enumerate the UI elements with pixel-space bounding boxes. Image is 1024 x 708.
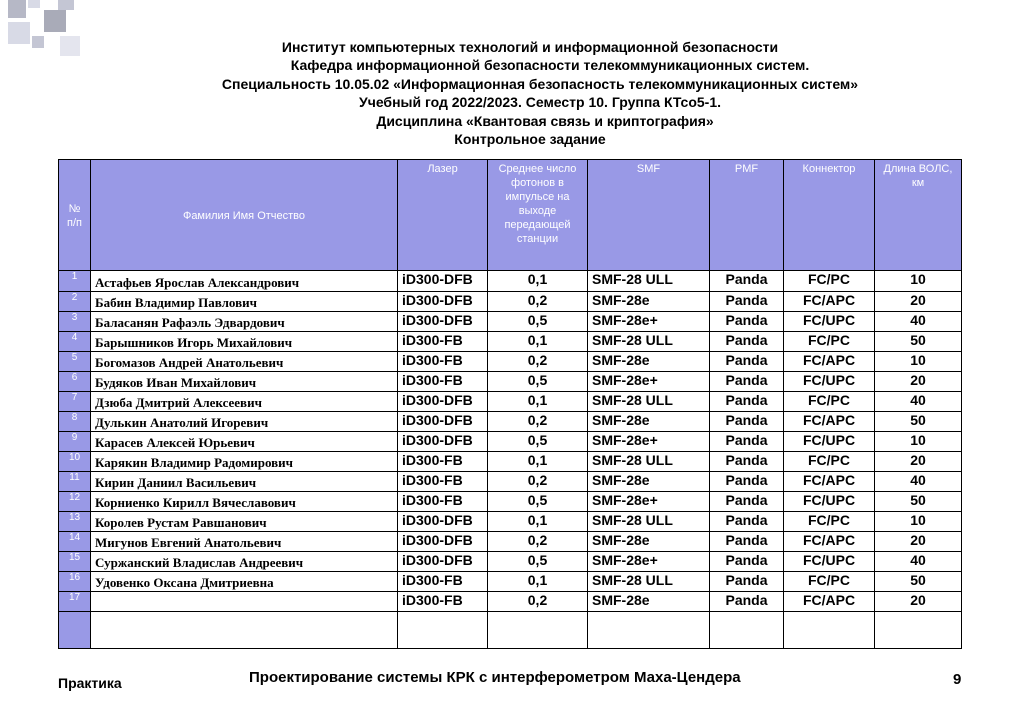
table-row (59, 552, 962, 572)
cell-smf: SMF-28e+ (588, 372, 710, 392)
cell-length: 50 (875, 572, 962, 592)
cell-num: 8 (59, 412, 91, 432)
cell-length: 20 (875, 372, 962, 392)
document-header (150, 38, 910, 148)
cell-name: Дзюба Дмитрий Алексеевич (91, 392, 398, 412)
cell-connector: FC/UPC (784, 372, 875, 392)
cell-smf: SMF-28 ULL (588, 271, 710, 292)
cell-connector: FC/UPC (784, 432, 875, 452)
cell-smf (588, 612, 710, 649)
cell-length: 10 (875, 512, 962, 532)
cell-pmf: Panda (710, 332, 784, 352)
cell-pmf: Panda (710, 432, 784, 452)
col-header-pmf: PMF (710, 160, 784, 271)
cell-laser: iD300-FB (398, 492, 488, 512)
cell-photons: 0,1 (488, 332, 588, 352)
table-row (59, 352, 962, 372)
cell-pmf: Panda (710, 472, 784, 492)
cell-length: 40 (875, 392, 962, 412)
cell-laser: iD300-FB (398, 452, 488, 472)
cell-num: 16 (59, 572, 91, 592)
cell-length: 20 (875, 292, 962, 312)
table-row (59, 532, 962, 552)
cell-name: Мигунов Евгений Анатольевич (91, 532, 398, 552)
cell-connector: FC/PC (784, 332, 875, 352)
cell-num: 7 (59, 392, 91, 412)
cell-laser: iD300-DFB (398, 532, 488, 552)
cell-pmf: Panda (710, 572, 784, 592)
cell-photons: 0,5 (488, 372, 588, 392)
cell-photons: 0,1 (488, 452, 588, 472)
cell-connector: FC/APC (784, 532, 875, 552)
cell-pmf (710, 612, 784, 649)
cell-connector: FC/PC (784, 452, 875, 472)
cell-connector: FC/UPC (784, 552, 875, 572)
table-row-empty (59, 612, 962, 649)
cell-length (875, 612, 962, 649)
cell-connector: FC/PC (784, 392, 875, 412)
cell-num: 11 (59, 472, 91, 492)
cell-connector: FC/PC (784, 512, 875, 532)
cell-name: Суржанский Владислав Андреевич (91, 552, 398, 572)
cell-laser: iD300-DFB (398, 271, 488, 292)
cell-pmf: Panda (710, 512, 784, 532)
cell-laser (398, 612, 488, 649)
cell-photons: 0,2 (488, 352, 588, 372)
cell-name (91, 592, 398, 612)
footer-slide-title: Проектирование системы КРК с интерферометром Маха-Цендера (249, 669, 741, 686)
cell-pmf: Panda (710, 412, 784, 432)
col-header-photons: Среднее число фотонов в импульсе на выходе передающей станции (488, 160, 588, 271)
cell-connector: FC/PC (784, 572, 875, 592)
cell-num: 3 (59, 312, 91, 332)
cell-length: 20 (875, 452, 962, 472)
cell-smf: SMF-28 ULL (588, 572, 710, 592)
cell-smf: SMF-28e (588, 292, 710, 312)
cell-num: 9 (59, 432, 91, 452)
cell-photons: 0,2 (488, 592, 588, 612)
cell-length: 10 (875, 432, 962, 452)
cell-laser: iD300-DFB (398, 312, 488, 332)
cell-connector: FC/UPC (784, 492, 875, 512)
cell-smf: SMF-28 ULL (588, 452, 710, 472)
cell-pmf: Panda (710, 532, 784, 552)
cell-laser: iD300-DFB (398, 292, 488, 312)
cell-laser: iD300-DFB (398, 392, 488, 412)
header-specialty: Специальность 10.05.02 «Информационная безопасность телекоммуникационных систем» (221, 75, 859, 92)
cell-name: Корниенко Кирилл Вячеславович (91, 492, 398, 512)
cell-connector: FC/APC (784, 592, 875, 612)
page-number: 9 (953, 671, 962, 688)
cell-pmf: Panda (710, 492, 784, 512)
cell-name: Кирин Даниил Васильевич (91, 472, 398, 492)
table-row (59, 372, 962, 392)
cell-num: 1 (59, 271, 91, 292)
cell-connector: FC/APC (784, 412, 875, 432)
cell-num: 4 (59, 332, 91, 352)
header-department: Кафедра информационной безопасности телекоммуникационных систем. (290, 57, 810, 74)
cell-name: Бабин Владимир Павлович (91, 292, 398, 312)
table-row (59, 472, 962, 492)
cell-photons: 0,2 (488, 412, 588, 432)
cell-name: Богомазов Андрей Анатольевич (91, 352, 398, 372)
cell-laser: iD300-FB (398, 372, 488, 392)
cell-laser: iD300-DFB (398, 412, 488, 432)
cell-photons: 0,1 (488, 512, 588, 532)
cell-pmf: Panda (710, 452, 784, 472)
cell-length: 50 (875, 332, 962, 352)
cell-photons: 0,5 (488, 492, 588, 512)
col-header-smf: SMF (588, 160, 710, 271)
cell-pmf: Panda (710, 352, 784, 372)
cell-smf: SMF-28e (588, 532, 710, 552)
header-academic-year: Учебный год 2022/2023. Семестр 10. Группа КТсо5-1. (358, 94, 722, 111)
cell-name: Будяков Иван Михайлович (91, 372, 398, 392)
table-row (59, 452, 962, 472)
cell-length: 50 (875, 492, 962, 512)
cell-num: 17 (59, 592, 91, 612)
cell-pmf: Panda (710, 392, 784, 412)
cell-length: 40 (875, 552, 962, 572)
table-row (59, 512, 962, 532)
table-row (59, 392, 962, 412)
corner-decoration (0, 0, 80, 60)
cell-pmf: Panda (710, 312, 784, 332)
cell-smf: SMF-28 ULL (588, 512, 710, 532)
cell-connector: FC/PC (784, 271, 875, 292)
table-row (59, 312, 962, 332)
cell-connector: FC/APC (784, 292, 875, 312)
cell-smf: SMF-28e (588, 592, 710, 612)
cell-laser: iD300-DFB (398, 512, 488, 532)
cell-num: 5 (59, 352, 91, 372)
col-header-num: № п/п (59, 160, 91, 271)
cell-photons: 0,5 (488, 432, 588, 452)
cell-name: Королев Рустам Равшанович (91, 512, 398, 532)
cell-smf: SMF-28e+ (588, 552, 710, 572)
cell-name: Баласанян Рафаэль Эдвардович (91, 312, 398, 332)
cell-connector: FC/APC (784, 472, 875, 492)
cell-smf: SMF-28e (588, 352, 710, 372)
cell-smf: SMF-28 ULL (588, 332, 710, 352)
cell-name: Карасев Алексей Юрьевич (91, 432, 398, 452)
cell-smf: SMF-28e (588, 412, 710, 432)
cell-photons: 0,2 (488, 532, 588, 552)
col-header-laser: Лазер (398, 160, 488, 271)
cell-name: Карякин Владимир Радомирович (91, 452, 398, 472)
cell-pmf: Panda (710, 271, 784, 292)
cell-laser: iD300-DFB (398, 552, 488, 572)
cell-name: Удовенко Оксана Дмитриевна (91, 572, 398, 592)
table-row (59, 412, 962, 432)
cell-pmf: Panda (710, 552, 784, 572)
cell-laser: iD300-FB (398, 572, 488, 592)
table-row (59, 492, 962, 512)
table-row (59, 572, 962, 592)
table-row (59, 592, 962, 612)
cell-smf: SMF-28e+ (588, 492, 710, 512)
cell-connector: FC/APC (784, 352, 875, 372)
table-row (59, 292, 962, 312)
footer-section-label: Практика (58, 675, 122, 691)
col-header-connector: Коннектор (784, 160, 875, 271)
cell-laser: iD300-DFB (398, 432, 488, 452)
cell-photons (488, 612, 588, 649)
cell-laser: iD300-FB (398, 472, 488, 492)
cell-length: 20 (875, 532, 962, 552)
cell-name: Астафьев Ярослав Александрович (91, 271, 398, 292)
cell-num: 12 (59, 492, 91, 512)
cell-photons: 0,1 (488, 271, 588, 292)
cell-num: 15 (59, 552, 91, 572)
col-header-length: Длина ВОЛС, км (875, 160, 962, 271)
cell-smf: SMF-28e+ (588, 312, 710, 332)
table-header-row (59, 160, 962, 271)
cell-pmf: Panda (710, 372, 784, 392)
cell-name (91, 612, 398, 649)
cell-photons: 0,2 (488, 472, 588, 492)
cell-name: Дулькин Анатолий Игоревич (91, 412, 398, 432)
cell-photons: 0,1 (488, 392, 588, 412)
cell-photons: 0,5 (488, 312, 588, 332)
header-institute: Институт компьютерных технологий и информационной безопасности (281, 39, 779, 55)
header-task-title: Контрольное задание (454, 131, 606, 148)
cell-photons: 0,2 (488, 292, 588, 312)
cell-length: 20 (875, 592, 962, 612)
cell-length: 40 (875, 312, 962, 332)
cell-connector (784, 612, 875, 649)
col-header-name: Фамилия Имя Отчество (91, 160, 398, 271)
cell-photons: 0,5 (488, 552, 588, 572)
table-row (59, 432, 962, 452)
cell-length: 50 (875, 412, 962, 432)
table-row (59, 271, 962, 292)
cell-num: 6 (59, 372, 91, 392)
cell-photons: 0,1 (488, 572, 588, 592)
cell-length: 40 (875, 472, 962, 492)
cell-smf: SMF-28 ULL (588, 392, 710, 412)
assignment-table (58, 159, 962, 649)
cell-length: 10 (875, 271, 962, 292)
cell-smf: SMF-28e+ (588, 432, 710, 452)
cell-name: Барышников Игорь Михайлович (91, 332, 398, 352)
cell-connector: FC/UPC (784, 312, 875, 332)
table-row (59, 332, 962, 352)
cell-pmf: Panda (710, 292, 784, 312)
cell-laser: iD300-FB (398, 332, 488, 352)
cell-num: 2 (59, 292, 91, 312)
cell-smf: SMF-28e (588, 472, 710, 492)
cell-laser: iD300-FB (398, 352, 488, 372)
cell-num: 14 (59, 532, 91, 552)
cell-laser: iD300-FB (398, 592, 488, 612)
cell-num (59, 612, 91, 649)
cell-pmf: Panda (710, 592, 784, 612)
cell-length: 10 (875, 352, 962, 372)
header-discipline: Дисциплина «Квантовая связь и криптография» (376, 112, 714, 129)
cell-num: 10 (59, 452, 91, 472)
cell-num: 13 (59, 512, 91, 532)
